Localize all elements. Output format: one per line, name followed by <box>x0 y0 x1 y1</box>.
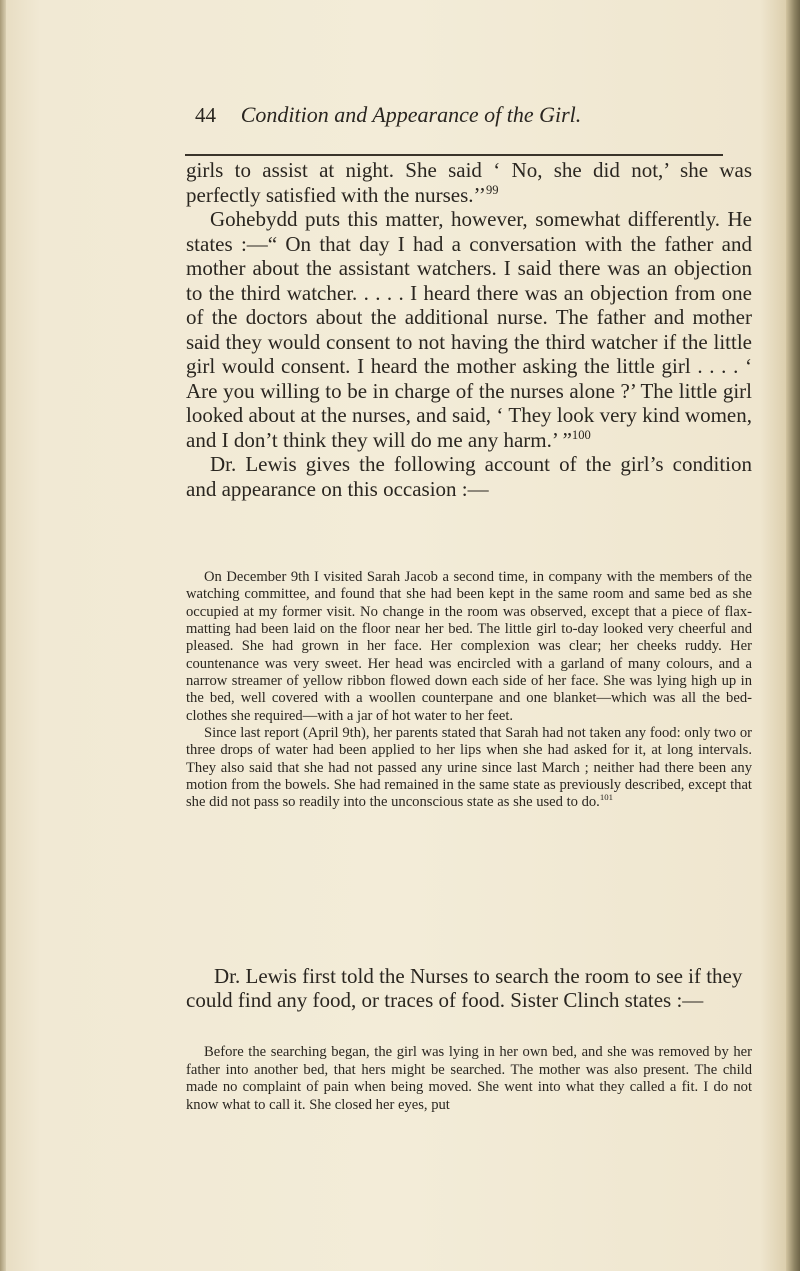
block-quote <box>186 569 752 812</box>
paragraph-text: Gohebydd puts this matter, however, somewhat differently. He states :—“ On that day I had a conversation with the father and mother about the assistant watchers. I said there was an objection to the third watcher. . . . . I heard there was an objection from one of the doctors about the additional nurse. The father and mother said they would consent to not having the third watcher if the little girl would consent. I heard the mother asking the little girl . . . . ‘ Are you willing to be in charge of the nurses alone ?’ The little girl looked about at the nurses, and said, ‘ They look very kind women, and I don’t think they will do me any harm.’ ” <box>186 207 752 452</box>
footnote-ref: 99 <box>485 182 499 197</box>
footnote-ref: 100 <box>571 427 591 442</box>
paragraph <box>186 207 752 452</box>
footnote-ref: 101 <box>599 792 613 803</box>
quote-paragraph <box>186 1044 752 1114</box>
paragraph-text: girls to assist at night. She said ‘ No, she did not,’ she was perfectly satisfied with the nurses.’’ <box>186 158 752 207</box>
quote-text: On December 9th I visited Sarah Jacob a second time, in company with the members of the watching committee, and found that she had been kept in the same room and same bed as she occupied at my former visit. No change in the room was observed, except that a piece of flax-matting had been laid on the floor near her bed. The little girl to-day looked very cheerful and pleased. She had grown in her face. Her complexion was clear; her cheeks ruddy. Her countenance was very sweet. Her head was encircled with a garland of many colours, and a narrow streamer of yellow ribbon flowed down each side of her face. She was lying high up in the bed, well covered with a woollen counterpane and one blanket—which was all the bed-clothes she required—with a jar of hot water to her feet. <box>186 569 752 724</box>
quote-paragraph <box>186 725 752 812</box>
running-title: Condition and Appearance of the Girl. <box>240 102 582 127</box>
page-edge-shadow <box>786 0 800 1271</box>
paragraph-text: Dr. Lewis gives the following account of the girl’s condition and appearance on this occasion :— <box>186 452 752 501</box>
paragraph <box>186 964 752 1012</box>
page-number: 44 <box>195 103 216 127</box>
paragraph <box>186 158 752 207</box>
main-text-continued <box>186 964 752 1012</box>
paragraph-text: Dr. Lewis first told the Nurses to search the room to see if they could find any food, or traces of food. Sister Clinch states :— <box>186 964 743 1012</box>
quote-text: Before the searching began, the girl was lying in her own bed, and she was removed by her father into another bed, that hers might be searched. The mother was also present. The child made no complaint of pain when being moved. She went into what they called a fit. I do not know what to call it. She closed her eyes, put <box>186 1044 752 1113</box>
header-rule <box>185 154 723 156</box>
block-quote <box>186 1044 752 1114</box>
page-gutter-shadow <box>0 0 6 1271</box>
quote-text: Since last report (April 9th), her parents stated that Sarah had not taken any food: only two or three drops of water had been applied to her lips when she had asked for it, at long intervals. They also said that she had not passed any urine since last March ; neither had there been any motion from the bowels. She had remained in the same state as previously described, except that she did not pass so readily into the unconscious state as she used to do. <box>186 725 752 811</box>
running-header <box>195 102 755 132</box>
quote-paragraph <box>186 569 752 725</box>
paragraph <box>186 452 752 501</box>
main-text <box>186 158 752 501</box>
